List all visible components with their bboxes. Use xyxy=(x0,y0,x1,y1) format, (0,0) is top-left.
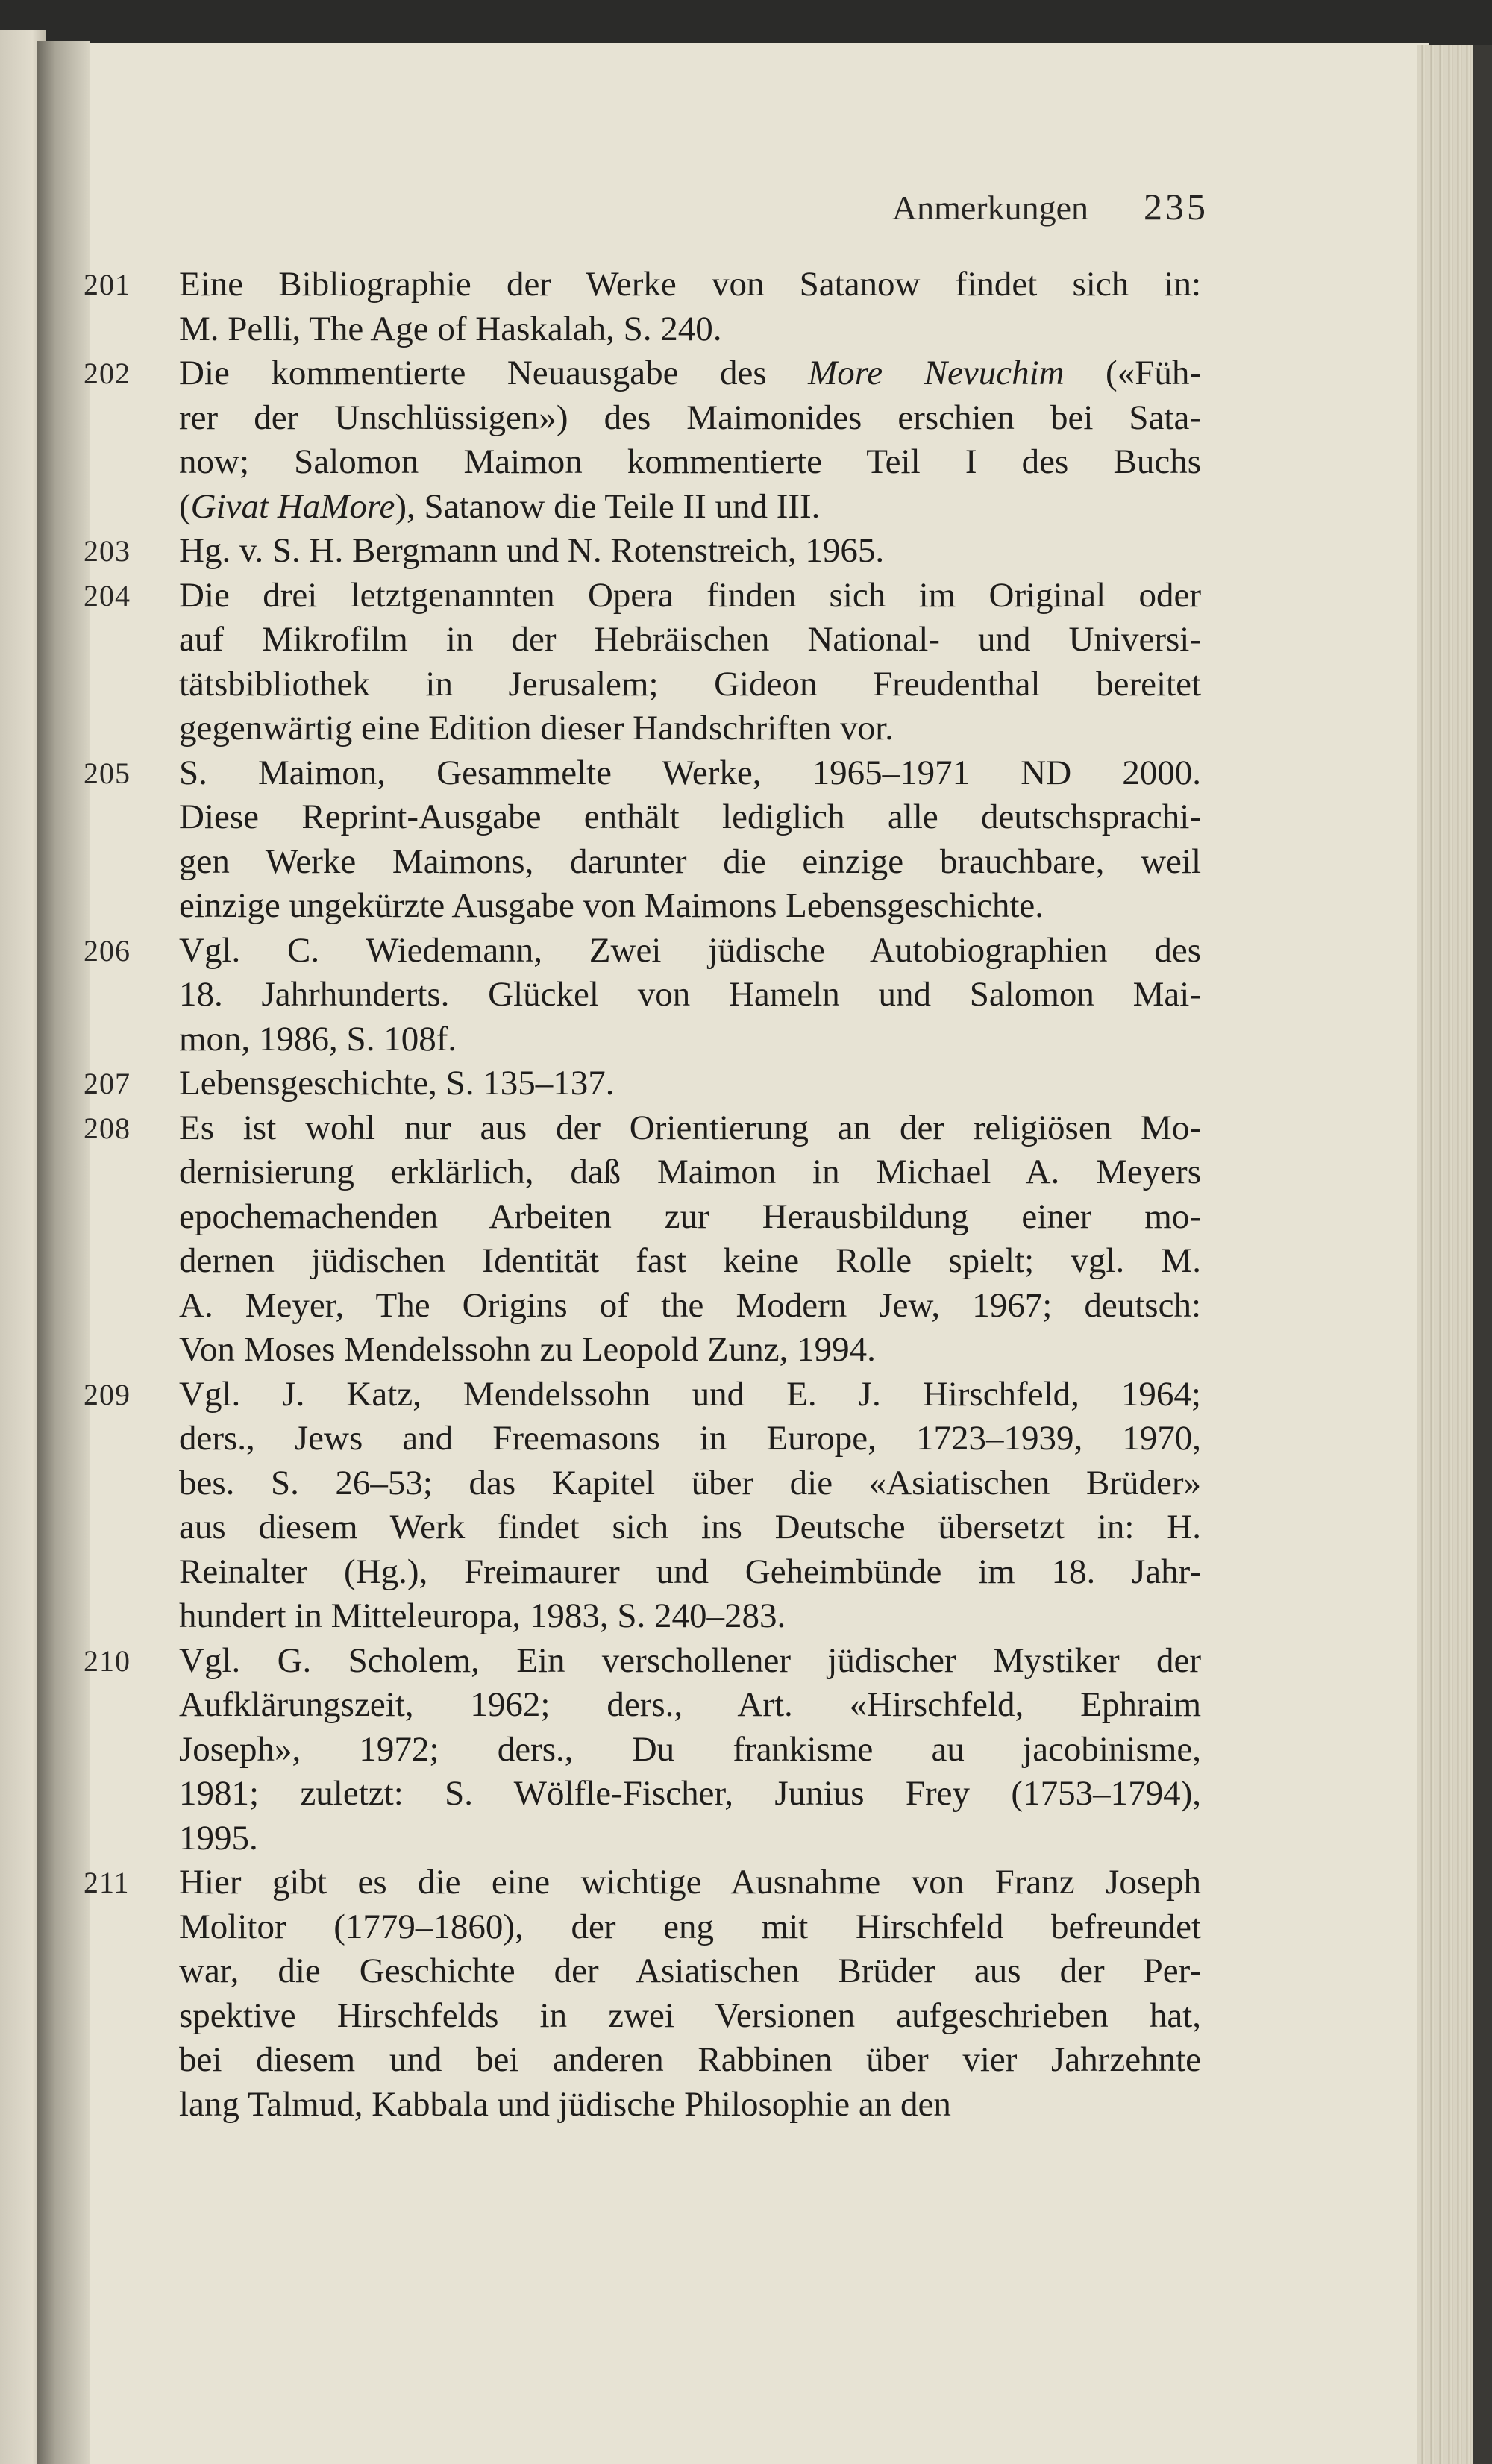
endnote-209 xyxy=(84,1373,1201,1639)
endnote-line: M. Pelli, The Age of Haskalah, S. 240. xyxy=(179,309,722,348)
endnote-number: 204 xyxy=(84,578,131,612)
endnote-line: Hier gibt es die eine wichtige Ausnahme von Franz Joseph xyxy=(179,1863,1201,1902)
endnote-206 xyxy=(84,929,1201,1062)
endnote-line: 1981; zuletzt: S. Wölfle-Fischer, Junius Frey (1753–1794), xyxy=(179,1774,1201,1813)
endnote-line: Lebensgeschichte, S. 135–137. xyxy=(179,1064,615,1103)
endnote-line: lang Talmud, Kabbala und jüdische Philosophie an den xyxy=(179,2084,951,2124)
endnote-line: Von Moses Mendelssohn zu Leopold Zunz, 1994. xyxy=(179,1330,876,1369)
endnote-line: now; Salomon Maimon kommentierte Teil I des Buchs xyxy=(179,442,1201,481)
endnote-line: dernen jüdischen Identität fast keine Rolle spielt; vgl. M. xyxy=(179,1241,1201,1280)
running-head xyxy=(746,185,1209,228)
endnote-line: Aufklärungszeit, 1962; ders., Art. «Hirschfeld, Ephraim xyxy=(179,1685,1201,1724)
endnote-number: 211 xyxy=(84,1866,130,1899)
endnote-line: Die drei letztgenannten Opera finden sich im Original oder xyxy=(179,575,1201,615)
endnote-line: gen Werke Maimons, darunter die einzige brauchbare, weil xyxy=(179,841,1201,881)
endnote-line: auf Mikrofilm in der Hebräischen National- und Universi- xyxy=(179,620,1201,659)
endnote-line: Eine Bibliographie der Werke von Satanow findet sich in: xyxy=(179,265,1201,304)
endnote-number: 202 xyxy=(84,357,131,390)
endnote-number: 208 xyxy=(84,1111,131,1145)
endnote-number: 210 xyxy=(84,1643,131,1678)
endnote-line: S. Maimon, Gesammelte Werke, 1965–1971 ND 2000. xyxy=(179,753,1201,792)
scan-background-top xyxy=(0,0,1492,46)
endnote-211 xyxy=(84,1860,1201,2127)
endnote-number: 209 xyxy=(84,1377,131,1411)
endnote-207 xyxy=(84,1062,1201,1106)
endnote-line: 1995. xyxy=(179,1818,258,1858)
endnote-line: Es ist wohl nur aus der Orientierung an der religiösen Mo- xyxy=(179,1108,1201,1147)
endnote-line: Vgl. J. Katz, Mendelssohn und E. J. Hirschfeld, 1964; xyxy=(179,1374,1201,1414)
endnote-line: Die kommentierte Neuausgabe des More Nevuchim («Füh- xyxy=(179,354,1201,392)
endnote-number: 201 xyxy=(84,268,131,301)
endnote-208 xyxy=(84,1106,1201,1373)
endnote-line: bes. S. 26–53; das Kapitel über die «Asiatischen Brüder» xyxy=(179,1463,1201,1502)
endnote-line: war, die Geschichte der Asiatischen Brüder aus der Per- xyxy=(179,1952,1201,1990)
endnote-line: aus diesem Werk findet sich ins Deutsche übersetzt in: H. xyxy=(179,1508,1201,1546)
endnote-number: 206 xyxy=(84,933,131,968)
endnote-line: Joseph», 1972; ders., Du frankisme au jacobinisme, xyxy=(179,1729,1201,1769)
endnote-number: 205 xyxy=(84,756,131,790)
endnote-202 xyxy=(84,351,1201,529)
endnote-line: dernisierung erklärlich, daß Maimon in Michael A. Meyers xyxy=(179,1153,1201,1191)
endnote-line: hundert in Mitteleuropa, 1983, S. 240–283. xyxy=(179,1596,786,1635)
endnote-line: epochemachenden Arbeiten zur Herausbildung einer mo- xyxy=(179,1197,1201,1236)
endnote-line: einzige ungekürzte Ausgabe von Maimons Lebensgeschichte. xyxy=(179,886,1044,925)
endnote-201 xyxy=(84,263,1201,351)
endnote-205 xyxy=(84,751,1201,929)
endnote-line: Diese Reprint-Ausgabe enthält lediglich alle deutschsprachi- xyxy=(179,797,1201,836)
endnote-line: rer der Unschlüssigen») des Maimonides erschien bei Sata- xyxy=(179,398,1201,437)
endnote-line: bei diesem und bei anderen Rabbinen über vier Jahrzehnte xyxy=(179,2040,1201,2079)
running-head-title: Anmerkungen xyxy=(891,189,1088,227)
endnote-line: A. Meyer, The Origins of the Modern Jew, 1967; deutsch: xyxy=(179,1285,1201,1325)
endnote-line: gegenwärtig eine Edition dieser Handschriften vor. xyxy=(179,709,894,747)
page-number: 235 xyxy=(1144,186,1209,228)
endnote-210 xyxy=(84,1639,1201,1861)
endnote-line: tätsbibliothek in Jerusalem; Gideon Freudenthal bereitet xyxy=(179,664,1201,703)
endnote-line: Molitor (1779–1860), der eng mit Hirschfeld befreundet xyxy=(179,1907,1201,1946)
endnotes-list xyxy=(84,263,1201,2127)
endnote-line: spektive Hirschfelds in zwei Versionen aufgeschrieben hat, xyxy=(179,1996,1201,2035)
endnote-204 xyxy=(84,574,1201,751)
endnote-number: 207 xyxy=(84,1067,131,1100)
endnote-line: (Givat HaMore), Satanow die Teile II und III. xyxy=(179,486,821,526)
endnote-203 xyxy=(84,529,1201,574)
endnote-line: Hg. v. S. H. Bergmann und N. Rotenstreich, 1965. xyxy=(179,531,885,570)
gutter-shadow xyxy=(37,41,90,2464)
endnote-line: Reinalter (Hg.), Freimaurer und Geheimbünde im 18. Jahr- xyxy=(179,1552,1201,1591)
scan-background-right xyxy=(1473,45,1492,2464)
endnote-line: mon, 1986, S. 108f. xyxy=(179,1019,457,1059)
endnote-line: ders., Jews and Freemasons in Europe, 1723–1939, 1970, xyxy=(179,1419,1201,1458)
endnote-number: 203 xyxy=(84,534,131,568)
endnote-line: 18. Jahrhunderts. Glückel von Hameln und Salomon Mai- xyxy=(179,975,1201,1014)
endnote-line: Vgl. C. Wiedemann, Zwei jüdische Autobiographien des xyxy=(179,930,1201,970)
endnote-line: Vgl. G. Scholem, Ein verschollener jüdischer Mystiker der xyxy=(179,1640,1201,1680)
